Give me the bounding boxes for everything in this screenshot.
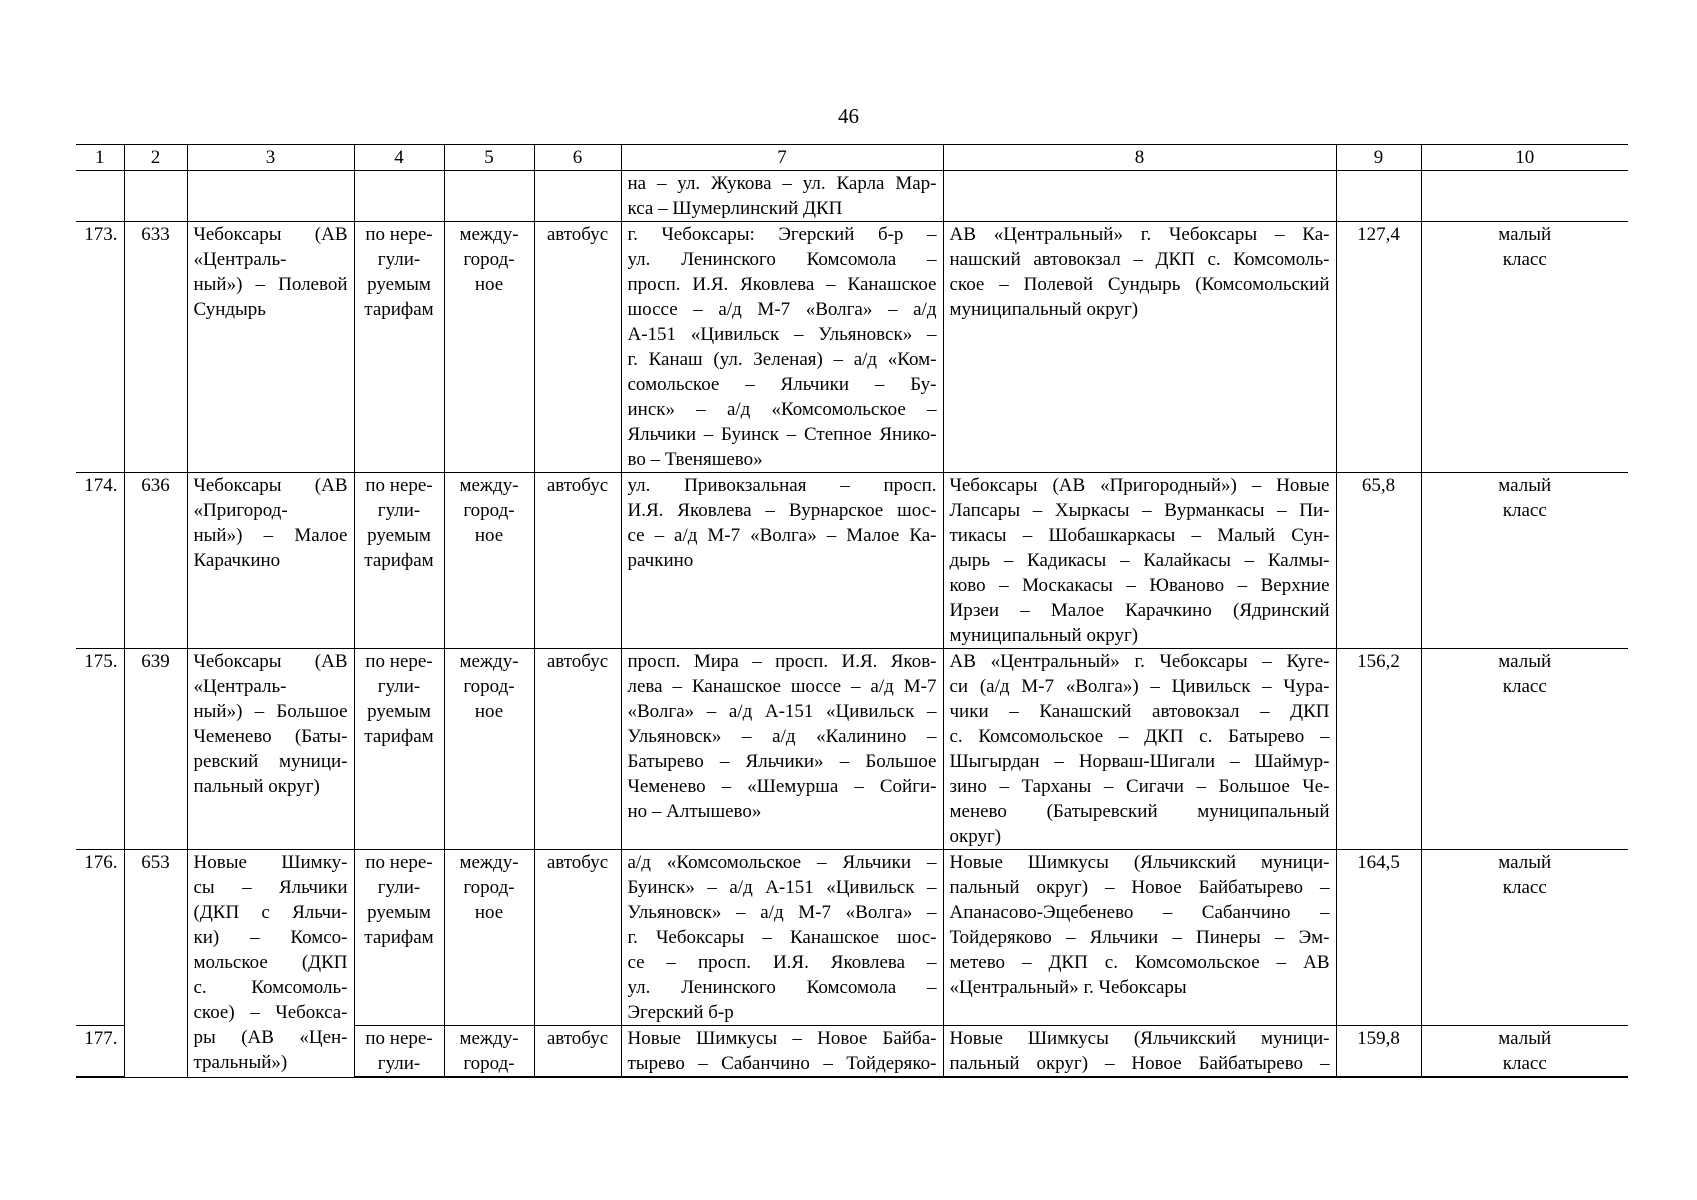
vehicle-class: малый класс bbox=[1421, 850, 1628, 1026]
col-header: 9 bbox=[1336, 145, 1421, 171]
stops-cell: АВ «Центральный» г. Чебоксары – Куге- си (а/д М-7 «Волга») – Цивильск – Чура- чики – Канашский автовокзал – ДКП с. Комсомольское – ДКП с. Батырево – Шыгырдан – Норваш-Шигали – Шаймур- зино – Тарханы – Сигачи – Большое Че- менево (Батыревский муниципальный округ) bbox=[943, 649, 1336, 850]
tariff-cell: по нере- гули- руемым тарифам bbox=[354, 222, 444, 473]
route-number: 633 bbox=[124, 222, 187, 473]
vehicle-class: малый класс bbox=[1421, 649, 1628, 850]
row-number: 174. bbox=[76, 473, 124, 649]
col-header: 6 bbox=[534, 145, 621, 171]
streets-cell: на – ул. Жукова – ул. Карла Мар- кса – Шумерлинский ДКП bbox=[621, 171, 943, 222]
tariff-cell: по нере- гули- руемым тарифам bbox=[354, 850, 444, 1026]
streets-cell: ул. Привокзальная – просп. И.Я. Яковлева – Вурнарское шос- се – а/д М-7 «Волга» – Малое Ка- рачкино bbox=[621, 473, 943, 649]
route-type-cell: между- город- ное bbox=[444, 649, 534, 850]
col-header: 3 bbox=[187, 145, 354, 171]
col-header: 5 bbox=[444, 145, 534, 171]
row-number: 176. bbox=[76, 850, 124, 1026]
route-length: 127,4 bbox=[1336, 222, 1421, 473]
route-type-cell: между- город- ное bbox=[444, 473, 534, 649]
route-name: Чебоксары (АВ «Централь- ный») – Большое Чеменево (Баты- ревский муници- пальный округ) bbox=[187, 649, 354, 850]
stops-cell: Чебоксары (АВ «Пригородный») – Новые Лапсары – Хыркасы – Вурманкасы – Пи- тикасы – Шобашкаркасы – Малый Сун- дырь – Кадикасы – Калайкасы – Калмы- ково – Москакасы – Юваново – Верхние Ирзеи – Малое Карачкино (Ядринский муниципальный округ) bbox=[943, 473, 1336, 649]
transport-type: автобус bbox=[534, 473, 621, 649]
vehicle-class: малый класс bbox=[1421, 473, 1628, 649]
col-header: 7 bbox=[621, 145, 943, 171]
table-row bbox=[76, 222, 1628, 473]
route-number: 639 bbox=[124, 649, 187, 850]
route-length: 159,8 bbox=[1336, 1026, 1421, 1078]
route-type-cell: между- город- bbox=[444, 1026, 534, 1078]
route-length: 156,2 bbox=[1336, 649, 1421, 850]
col-header: 1 bbox=[76, 145, 124, 171]
stops-cell: Новые Шимкусы (Яльчикский муници- пальный округ) – Новое Байбатырево – bbox=[943, 1026, 1336, 1078]
vehicle-class: малый класс bbox=[1421, 222, 1628, 473]
streets-cell: г. Чебоксары: Эгерский б-р – ул. Ленинского Комсомола – просп. И.Я. Яковлева – Канашское шоссе – а/д М-7 «Волга» – а/д А-151 «Цивильск – Ульяновск» – г. Канаш (ул. Зеленая) – а/д «Ком- сомольское – Яльчики – Бу- инск» – а/д «Комсомольское – Яльчики – Буинск – Степное Янико- во – Твеняшево» bbox=[621, 222, 943, 473]
continuation-row bbox=[76, 171, 1628, 222]
table-row bbox=[76, 473, 1628, 649]
transport-type: автобус bbox=[534, 222, 621, 473]
route-name: Чебоксары (АВ «Централь- ный») – Полевой Сундырь bbox=[187, 222, 354, 473]
transport-type: автобус bbox=[534, 850, 621, 1026]
route-length: 65,8 bbox=[1336, 473, 1421, 649]
route-type-cell: между- город- ное bbox=[444, 222, 534, 473]
route-name: Чебоксары (АВ «Пригород- ный») – Малое Карачкино bbox=[187, 473, 354, 649]
stops-cell: Новые Шимкусы (Яльчикский муници- пальный округ) – Новое Байбатырево – Апанасово-Эщебенево – Сабанчино – Тойдеряково – Яльчики – Пинеры – Эм- метево – ДКП с. Комсомольское – АВ «Центральный» г. Чебоксары bbox=[943, 850, 1336, 1026]
route-number: 636 bbox=[124, 473, 187, 649]
row-number: 173. bbox=[76, 222, 124, 473]
table-row bbox=[76, 649, 1628, 850]
transport-type: автобус bbox=[534, 649, 621, 850]
col-header: 2 bbox=[124, 145, 187, 171]
streets-cell: просп. Мира – просп. И.Я. Яков- лева – Канашское шоссе – а/д М-7 «Волга» – а/д А-151 «Цивильск – Ульяновск» – а/д «Калинино – Батырево – Яльчики» – Большое Чеменево – «Шемурша – Сойги- но – Алтышево» bbox=[621, 649, 943, 850]
table-row bbox=[76, 850, 1628, 1026]
route-registry-table bbox=[76, 144, 1628, 1078]
col-header: 8 bbox=[943, 145, 1336, 171]
vehicle-class: малый класс bbox=[1421, 1026, 1628, 1078]
route-name: Новые Шимку- сы – Яльчики (ДКП с Яльчи- ки) – Комсо- мольское (ДКП с. Комсомоль- ское) – Чебокса- ры (АВ «Цен- тральный») bbox=[187, 850, 354, 1078]
col-header: 4 bbox=[354, 145, 444, 171]
column-number-header bbox=[76, 145, 1628, 171]
transport-type: автобус bbox=[534, 1026, 621, 1078]
tariff-cell: по нере- гули- руемым тарифам bbox=[354, 649, 444, 850]
stops-cell: АВ «Центральный» г. Чебоксары – Ка- нашский автовокзал – ДКП с. Комсомоль- ское – Полевой Сундырь (Комсомольский муниципальный округ) bbox=[943, 222, 1336, 473]
row-number: 177. bbox=[76, 1026, 124, 1078]
tariff-cell: по нере- гули- руемым тарифам bbox=[354, 473, 444, 649]
route-number: 653 bbox=[124, 850, 187, 1078]
streets-cell: Новые Шимкусы – Новое Байба- тырево – Сабанчино – Тойдеряко- bbox=[621, 1026, 943, 1078]
col-header: 10 bbox=[1421, 145, 1628, 171]
route-type-cell: между- город- ное bbox=[444, 850, 534, 1026]
route-length: 164,5 bbox=[1336, 850, 1421, 1026]
tariff-cell: по нере- гули- bbox=[354, 1026, 444, 1078]
streets-cell: а/д «Комсомольское – Яльчики – Буинск» – а/д А-151 «Цивильск – Ульяновск» – а/д М-7 «Волга» – г. Чебоксары – Канашское шос- се – просп. И.Я. Яковлева – ул. Ленинского Комсомола – Эгерский б-р bbox=[621, 850, 943, 1026]
page-number: 46 bbox=[838, 104, 859, 128]
row-number: 175. bbox=[76, 649, 124, 850]
